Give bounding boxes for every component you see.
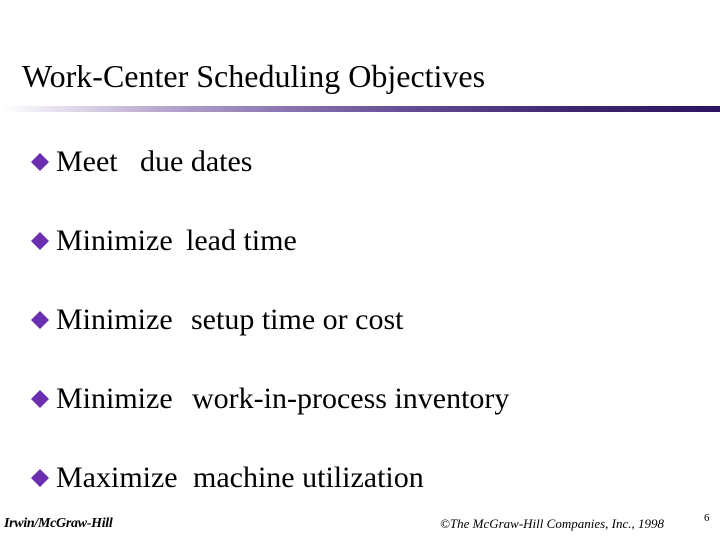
- bullet-verb: Maximize: [56, 461, 178, 494]
- bullet-item: [30, 219, 509, 298]
- page-number: 6: [704, 512, 710, 524]
- diamond-bullet-icon: [30, 298, 56, 342]
- bullet-object: machine utilization: [193, 461, 424, 494]
- slide-title: Work-Center Scheduling Objectives: [22, 58, 486, 94]
- bullet-item: [30, 298, 509, 377]
- bullet-object: lead time: [186, 224, 297, 257]
- bullet-verb: Minimize: [56, 224, 173, 257]
- diamond-bullet-icon: [30, 219, 56, 263]
- diamond-bullet-icon: [30, 140, 56, 184]
- title-underline: [0, 106, 720, 112]
- diamond-bullet-icon: [30, 456, 56, 500]
- bullet-object: due dates: [140, 145, 253, 178]
- footer-copyright: ©The McGraw-Hill Companies, Inc., 1998: [440, 516, 664, 531]
- bullet-item: [30, 140, 509, 219]
- bullet-item: [30, 377, 509, 456]
- bullet-verb: Meet: [56, 145, 118, 178]
- diamond-bullet-icon: [30, 377, 56, 421]
- footer-publisher: Irwin/McGraw-Hill: [4, 516, 113, 531]
- bullet-list: [30, 140, 509, 535]
- bullet-verb: Minimize: [56, 382, 173, 415]
- bullet-object: setup time or cost: [191, 303, 404, 336]
- bullet-verb: Minimize: [56, 303, 173, 336]
- bullet-object: work-in-process inventory: [192, 382, 510, 415]
